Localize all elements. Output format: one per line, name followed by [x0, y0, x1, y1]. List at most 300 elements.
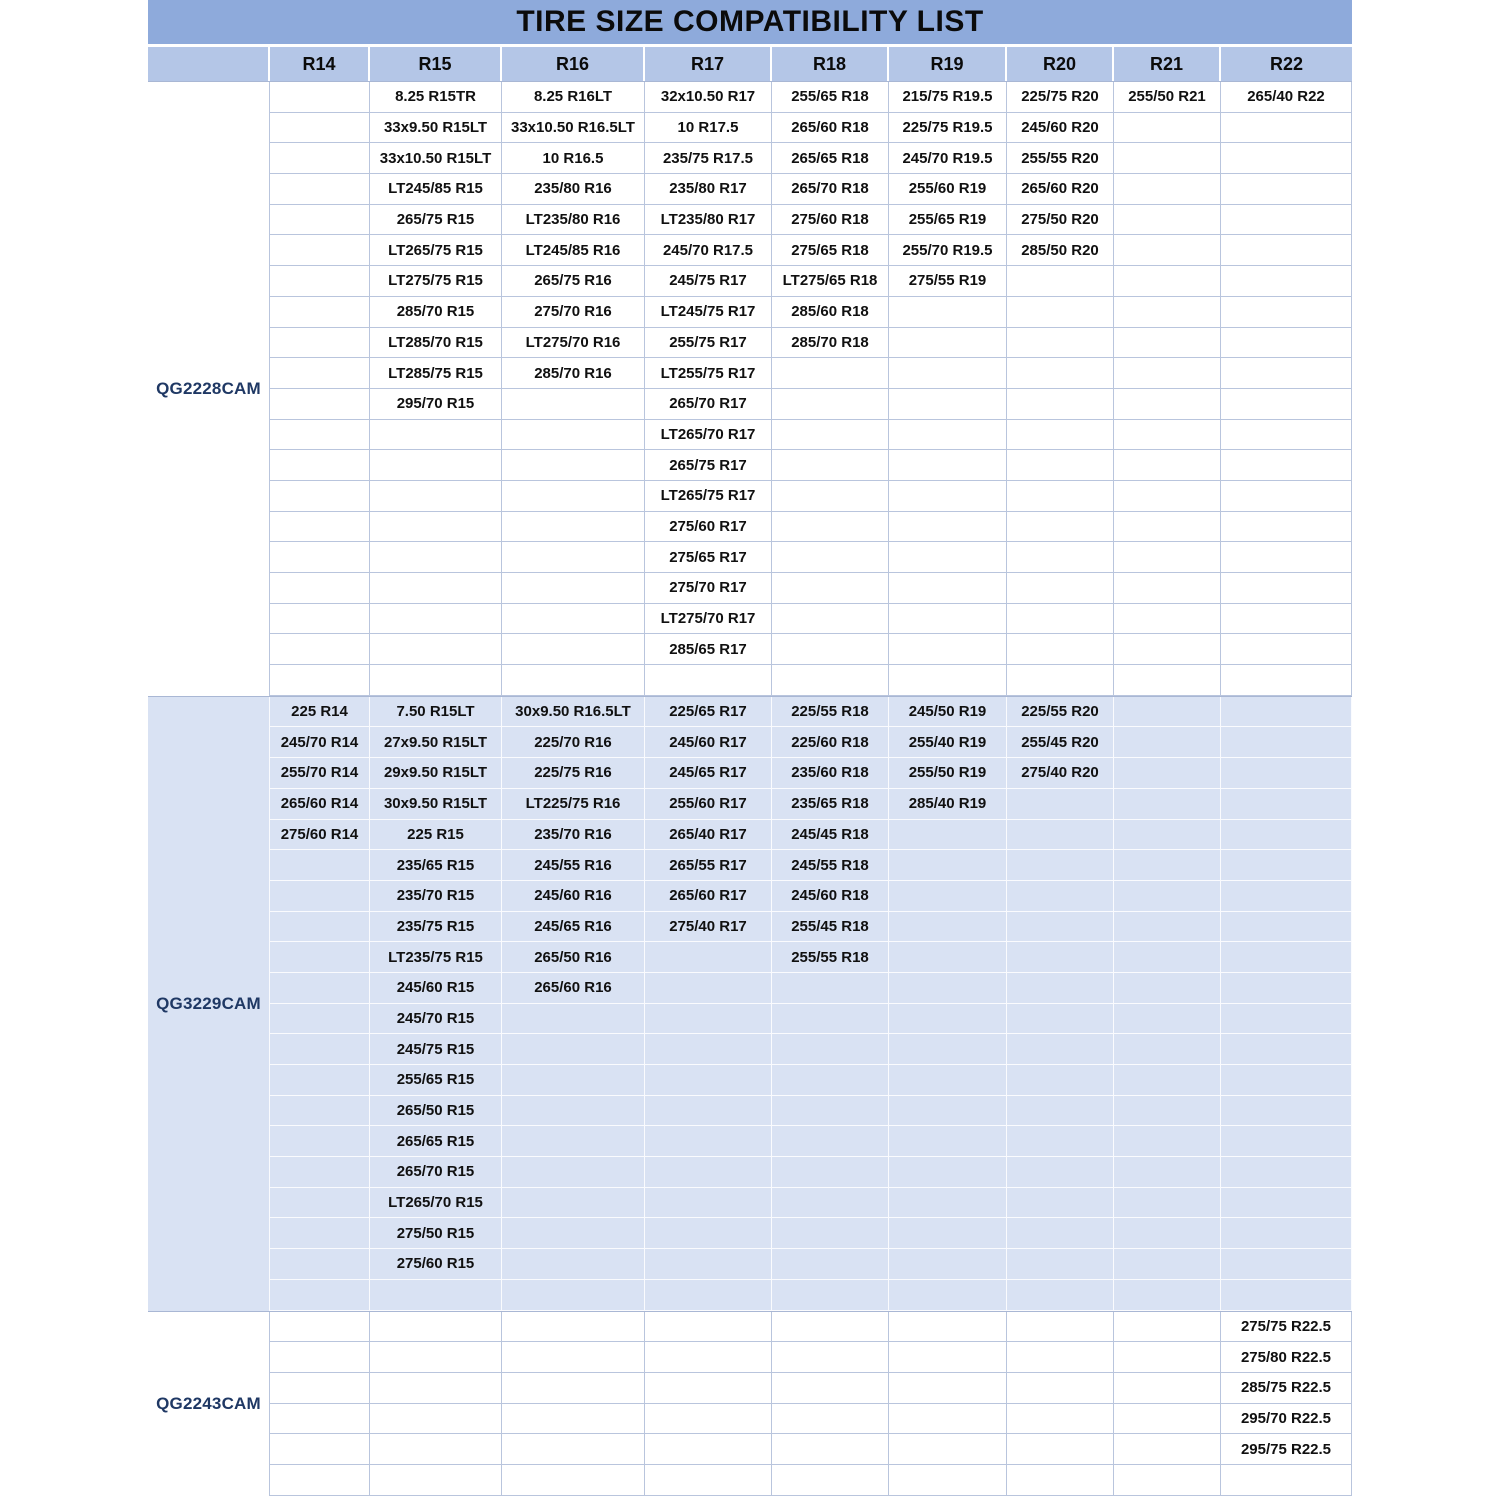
empty-cell: [645, 1157, 772, 1188]
table-body: [148, 81, 1352, 1496]
tire-size-cell-r16: 30x9.50 R16.5LT: [502, 697, 645, 728]
column-header-r17: R17: [645, 47, 772, 81]
empty-cell: [1007, 1280, 1114, 1311]
empty-cell: [1221, 512, 1352, 543]
empty-cell: [1221, 113, 1352, 144]
empty-cell: [1114, 205, 1221, 236]
empty-cell: [270, 358, 370, 389]
tire-size-cell-r20: 225/75 R20: [1007, 82, 1114, 113]
tire-size-cell-r18: 255/45 R18: [772, 912, 889, 943]
section-qg2228cam: [148, 81, 1352, 696]
empty-cell: [1221, 328, 1352, 359]
empty-cell: [1114, 1465, 1221, 1496]
empty-cell: [270, 389, 370, 420]
empty-cell: [502, 1218, 645, 1249]
tire-size-cell-r20: 285/50 R20: [1007, 235, 1114, 266]
tire-size-cell-r20: 275/50 R20: [1007, 205, 1114, 236]
empty-cell: [889, 604, 1007, 635]
empty-cell: [1221, 973, 1352, 1004]
tire-size-cell-r15: 235/70 R15: [370, 881, 502, 912]
empty-cell: [502, 450, 645, 481]
tire-size-cell-r17: 285/65 R17: [645, 634, 772, 665]
tire-size-cell-r16: 285/70 R16: [502, 358, 645, 389]
column-header-r19: R19: [889, 47, 1007, 81]
empty-cell: [1114, 912, 1221, 943]
tire-size-cell-r17: 265/40 R17: [645, 820, 772, 851]
tire-size-cell-r15: 245/70 R15: [370, 1004, 502, 1035]
empty-cell: [1114, 1004, 1221, 1035]
empty-cell: [889, 1065, 1007, 1096]
empty-cell: [889, 1004, 1007, 1035]
empty-cell: [1114, 1280, 1221, 1311]
empty-cell: [889, 328, 1007, 359]
empty-cell: [889, 542, 1007, 573]
empty-cell: [1114, 1249, 1221, 1280]
empty-cell: [270, 143, 370, 174]
empty-cell: [889, 1373, 1007, 1404]
tire-size-cell-r16: LT225/75 R16: [502, 789, 645, 820]
empty-cell: [1221, 634, 1352, 665]
empty-cell: [1007, 1096, 1114, 1127]
tire-size-cell-r14: 255/70 R14: [270, 758, 370, 789]
empty-cell: [1114, 820, 1221, 851]
tire-size-cell-r16: 265/60 R16: [502, 973, 645, 1004]
empty-cell: [370, 420, 502, 451]
tire-size-cell-r22: 265/40 R22: [1221, 82, 1352, 113]
empty-cell: [1221, 297, 1352, 328]
tire-size-cell-r16: 265/50 R16: [502, 942, 645, 973]
tire-size-cell-r17: LT235/80 R17: [645, 205, 772, 236]
empty-cell: [1114, 1126, 1221, 1157]
empty-cell: [1114, 450, 1221, 481]
empty-cell: [502, 1404, 645, 1435]
section-qg2243cam: [148, 1311, 1352, 1496]
empty-cell: [370, 1404, 502, 1435]
empty-cell: [270, 1312, 370, 1343]
empty-cell: [270, 1004, 370, 1035]
empty-cell: [270, 450, 370, 481]
empty-cell: [1221, 143, 1352, 174]
empty-cell: [370, 542, 502, 573]
tire-size-cell-r17: 235/80 R17: [645, 174, 772, 205]
empty-cell: [889, 512, 1007, 543]
empty-cell: [502, 1434, 645, 1465]
tire-size-cell-r17: 245/65 R17: [645, 758, 772, 789]
tire-size-cell-r19: 225/75 R19.5: [889, 113, 1007, 144]
tire-size-cell-r18: LT275/65 R18: [772, 266, 889, 297]
tire-size-cell-r15: 285/70 R15: [370, 297, 502, 328]
tire-size-cell-r20: 255/45 R20: [1007, 727, 1114, 758]
tire-size-cell-r18: 255/55 R18: [772, 942, 889, 973]
empty-cell: [502, 512, 645, 543]
empty-cell: [270, 634, 370, 665]
empty-cell: [502, 542, 645, 573]
tire-size-cell-r22: 275/75 R22.5: [1221, 1312, 1352, 1343]
empty-cell: [889, 820, 1007, 851]
empty-cell: [645, 665, 772, 696]
empty-cell: [1114, 1342, 1221, 1373]
empty-cell: [1007, 1434, 1114, 1465]
empty-cell: [1221, 850, 1352, 881]
empty-cell: [1221, 1034, 1352, 1065]
empty-cell: [370, 1373, 502, 1404]
tire-size-cell-r18: 265/65 R18: [772, 143, 889, 174]
empty-cell: [270, 174, 370, 205]
empty-cell: [1007, 450, 1114, 481]
tire-size-cell-r17: 275/70 R17: [645, 573, 772, 604]
empty-cell: [1114, 420, 1221, 451]
empty-cell: [889, 450, 1007, 481]
empty-cell: [772, 1249, 889, 1280]
tire-size-cell-r16: 10 R16.5: [502, 143, 645, 174]
product-code-label-qg3229cam: QG3229CAM: [148, 697, 270, 1311]
empty-cell: [270, 1126, 370, 1157]
empty-cell: [772, 1188, 889, 1219]
tire-size-cell-r17: LT245/75 R17: [645, 297, 772, 328]
empty-cell: [270, 235, 370, 266]
empty-cell: [772, 1126, 889, 1157]
empty-cell: [1221, 789, 1352, 820]
empty-cell: [270, 542, 370, 573]
empty-cell: [772, 1004, 889, 1035]
empty-cell: [502, 634, 645, 665]
empty-cell: [645, 1218, 772, 1249]
empty-cell: [270, 420, 370, 451]
tire-size-cell-r17: 265/70 R17: [645, 389, 772, 420]
tire-size-cell-r15: 265/70 R15: [370, 1157, 502, 1188]
empty-cell: [889, 912, 1007, 943]
empty-cell: [370, 450, 502, 481]
empty-cell: [1221, 542, 1352, 573]
empty-cell: [772, 542, 889, 573]
tire-compatibility-table: [148, 0, 1352, 1496]
column-header-r18: R18: [772, 47, 889, 81]
empty-cell: [772, 1373, 889, 1404]
empty-cell: [270, 297, 370, 328]
tire-size-cell-r15: 255/65 R15: [370, 1065, 502, 1096]
empty-cell: [1007, 420, 1114, 451]
tire-size-cell-r15: 33x9.50 R15LT: [370, 113, 502, 144]
empty-cell: [1114, 697, 1221, 728]
tire-size-cell-r15: 29x9.50 R15LT: [370, 758, 502, 789]
empty-cell: [889, 1218, 1007, 1249]
empty-cell: [270, 1280, 370, 1311]
empty-cell: [502, 1312, 645, 1343]
empty-cell: [270, 665, 370, 696]
empty-cell: [270, 1218, 370, 1249]
empty-cell: [1114, 1034, 1221, 1065]
empty-cell: [645, 1126, 772, 1157]
empty-cell: [502, 1034, 645, 1065]
empty-cell: [1221, 1096, 1352, 1127]
empty-cell: [1114, 1404, 1221, 1435]
empty-cell: [370, 604, 502, 635]
tire-size-cell-r17: 275/60 R17: [645, 512, 772, 543]
empty-cell: [270, 1465, 370, 1496]
tire-size-cell-r17: 245/70 R17.5: [645, 235, 772, 266]
empty-cell: [1114, 789, 1221, 820]
empty-cell: [270, 1373, 370, 1404]
empty-cell: [502, 1465, 645, 1496]
column-header-r15: R15: [370, 47, 502, 81]
empty-cell: [1007, 665, 1114, 696]
tire-size-cell-r15: LT285/70 R15: [370, 328, 502, 359]
tire-size-cell-r15: LT285/75 R15: [370, 358, 502, 389]
tire-size-cell-r15: 295/70 R15: [370, 389, 502, 420]
empty-cell: [1221, 1465, 1352, 1496]
tire-size-cell-r18: 285/60 R18: [772, 297, 889, 328]
empty-cell: [1007, 1465, 1114, 1496]
empty-cell: [270, 1065, 370, 1096]
tire-size-cell-r15: 235/75 R15: [370, 912, 502, 943]
empty-cell: [772, 634, 889, 665]
empty-cell: [1114, 1188, 1221, 1219]
tire-size-cell-r17: 255/60 R17: [645, 789, 772, 820]
empty-cell: [889, 881, 1007, 912]
tire-size-cell-r15: LT265/70 R15: [370, 1188, 502, 1219]
empty-cell: [772, 1096, 889, 1127]
empty-cell: [1221, 174, 1352, 205]
empty-cell: [1007, 912, 1114, 943]
tire-size-cell-r18: 275/65 R18: [772, 235, 889, 266]
empty-cell: [1221, 573, 1352, 604]
tire-size-cell-r15: 245/75 R15: [370, 1034, 502, 1065]
tire-size-cell-r16: 245/65 R16: [502, 912, 645, 943]
empty-cell: [772, 358, 889, 389]
tire-size-cell-r15: 275/50 R15: [370, 1218, 502, 1249]
empty-cell: [1221, 1004, 1352, 1035]
empty-cell: [1221, 205, 1352, 236]
tire-size-cell-r19: 255/40 R19: [889, 727, 1007, 758]
tire-size-cell-r19: 215/75 R19.5: [889, 82, 1007, 113]
empty-cell: [270, 1434, 370, 1465]
empty-cell: [1007, 1157, 1114, 1188]
tire-size-cell-r16: 235/70 R16: [502, 820, 645, 851]
tire-size-cell-r19: 255/50 R19: [889, 758, 1007, 789]
empty-cell: [502, 420, 645, 451]
empty-cell: [502, 389, 645, 420]
empty-cell: [502, 1373, 645, 1404]
empty-cell: [645, 1434, 772, 1465]
empty-cell: [889, 358, 1007, 389]
tire-size-cell-r19: 245/50 R19: [889, 697, 1007, 728]
empty-cell: [645, 1096, 772, 1127]
empty-cell: [1007, 1373, 1114, 1404]
tire-size-cell-r16: 225/75 R16: [502, 758, 645, 789]
empty-cell: [772, 1065, 889, 1096]
empty-cell: [502, 1126, 645, 1157]
empty-cell: [1114, 266, 1221, 297]
tire-size-cell-r14: 265/60 R14: [270, 789, 370, 820]
tire-size-cell-r17: LT265/70 R17: [645, 420, 772, 451]
tire-size-cell-r18: 225/55 R18: [772, 697, 889, 728]
empty-cell: [1114, 573, 1221, 604]
empty-cell: [889, 1188, 1007, 1219]
empty-cell: [270, 1249, 370, 1280]
empty-cell: [772, 1034, 889, 1065]
tire-size-cell-r19: 255/70 R19.5: [889, 235, 1007, 266]
empty-cell: [270, 973, 370, 1004]
empty-cell: [1007, 573, 1114, 604]
tire-size-cell-r15: 265/65 R15: [370, 1126, 502, 1157]
tire-size-cell-r15: 30x9.50 R15LT: [370, 789, 502, 820]
tire-size-cell-r17: LT255/75 R17: [645, 358, 772, 389]
tire-size-cell-r20: 255/55 R20: [1007, 143, 1114, 174]
empty-cell: [772, 665, 889, 696]
empty-cell: [772, 389, 889, 420]
tire-size-cell-r20: 265/60 R20: [1007, 174, 1114, 205]
empty-cell: [270, 942, 370, 973]
tire-size-cell-r16: LT245/85 R16: [502, 235, 645, 266]
empty-cell: [1114, 1373, 1221, 1404]
empty-cell: [502, 1280, 645, 1311]
empty-cell: [1007, 789, 1114, 820]
tire-size-cell-r19: 275/55 R19: [889, 266, 1007, 297]
empty-cell: [1007, 850, 1114, 881]
empty-cell: [1114, 1312, 1221, 1343]
empty-cell: [772, 481, 889, 512]
empty-cell: [1007, 542, 1114, 573]
empty-cell: [1221, 266, 1352, 297]
empty-cell: [772, 1404, 889, 1435]
tire-size-cell-r17: 245/75 R17: [645, 266, 772, 297]
empty-cell: [370, 1280, 502, 1311]
tire-size-cell-r16: 225/70 R16: [502, 727, 645, 758]
empty-cell: [889, 1280, 1007, 1311]
tire-size-cell-r15: 245/60 R15: [370, 973, 502, 1004]
empty-cell: [502, 481, 645, 512]
empty-cell: [502, 1249, 645, 1280]
empty-cell: [1221, 358, 1352, 389]
empty-cell: [1221, 912, 1352, 943]
empty-cell: [270, 113, 370, 144]
tire-size-cell-r19: 255/60 R19: [889, 174, 1007, 205]
empty-cell: [889, 389, 1007, 420]
empty-cell: [502, 1157, 645, 1188]
tire-size-cell-r19: 285/40 R19: [889, 789, 1007, 820]
empty-cell: [889, 1404, 1007, 1435]
empty-cell: [772, 420, 889, 451]
empty-cell: [889, 481, 1007, 512]
empty-cell: [889, 973, 1007, 1004]
empty-cell: [1114, 758, 1221, 789]
empty-cell: [645, 973, 772, 1004]
empty-cell: [1007, 1126, 1114, 1157]
empty-cell: [1007, 942, 1114, 973]
empty-cell: [1221, 389, 1352, 420]
empty-cell: [370, 512, 502, 543]
empty-cell: [370, 665, 502, 696]
tire-size-cell-r18: 245/60 R18: [772, 881, 889, 912]
empty-cell: [1114, 297, 1221, 328]
empty-cell: [1114, 389, 1221, 420]
column-header-r16: R16: [502, 47, 645, 81]
empty-cell: [270, 912, 370, 943]
tire-size-cell-r15: LT275/75 R15: [370, 266, 502, 297]
empty-cell: [1114, 1218, 1221, 1249]
empty-cell: [1221, 1188, 1352, 1219]
empty-cell: [1221, 1280, 1352, 1311]
empty-cell: [1114, 634, 1221, 665]
empty-cell: [370, 573, 502, 604]
empty-cell: [1221, 1157, 1352, 1188]
empty-cell: [1007, 881, 1114, 912]
empty-cell: [772, 1434, 889, 1465]
tire-size-cell-r14: 275/60 R14: [270, 820, 370, 851]
empty-cell: [889, 420, 1007, 451]
tire-size-cell-r16: 275/70 R16: [502, 297, 645, 328]
empty-cell: [1007, 634, 1114, 665]
section-qg3229cam: [148, 696, 1352, 1311]
empty-cell: [1221, 942, 1352, 973]
tire-size-cell-r18: 235/60 R18: [772, 758, 889, 789]
empty-cell: [1114, 1096, 1221, 1127]
empty-cell: [889, 1034, 1007, 1065]
empty-cell: [1007, 328, 1114, 359]
tire-size-cell-r18: 275/60 R18: [772, 205, 889, 236]
empty-cell: [1114, 235, 1221, 266]
empty-cell: [1114, 542, 1221, 573]
empty-cell: [645, 1280, 772, 1311]
tire-size-cell-r17: 265/60 R17: [645, 881, 772, 912]
tire-size-cell-r16: 235/80 R16: [502, 174, 645, 205]
product-code-label-qg2228cam: QG2228CAM: [148, 82, 270, 696]
tire-size-cell-r18: 255/65 R18: [772, 82, 889, 113]
tire-size-cell-r15: LT235/75 R15: [370, 942, 502, 973]
empty-cell: [370, 1342, 502, 1373]
empty-cell: [1114, 665, 1221, 696]
empty-cell: [270, 1096, 370, 1127]
header-corner-cell: [148, 47, 270, 81]
empty-cell: [1221, 420, 1352, 451]
tire-size-cell-r22: 295/70 R22.5: [1221, 1404, 1352, 1435]
empty-cell: [889, 1157, 1007, 1188]
empty-cell: [772, 604, 889, 635]
empty-cell: [1007, 1404, 1114, 1435]
tire-size-cell-r15: 265/75 R15: [370, 205, 502, 236]
product-code-label-qg2243cam: QG2243CAM: [148, 1312, 270, 1496]
tire-size-cell-r18: 225/60 R18: [772, 727, 889, 758]
tire-size-cell-r17: LT265/75 R17: [645, 481, 772, 512]
empty-cell: [772, 450, 889, 481]
empty-cell: [645, 1249, 772, 1280]
empty-cell: [1114, 1157, 1221, 1188]
empty-cell: [889, 297, 1007, 328]
empty-cell: [1007, 820, 1114, 851]
tire-size-cell-r15: 8.25 R15TR: [370, 82, 502, 113]
tire-size-cell-r17: 32x10.50 R17: [645, 82, 772, 113]
empty-cell: [270, 1404, 370, 1435]
tire-size-cell-r17: 245/60 R17: [645, 727, 772, 758]
empty-cell: [370, 1434, 502, 1465]
empty-cell: [1114, 143, 1221, 174]
empty-cell: [1221, 881, 1352, 912]
tire-size-cell-r15: 275/60 R15: [370, 1249, 502, 1280]
empty-cell: [1007, 604, 1114, 635]
empty-cell: [370, 481, 502, 512]
empty-cell: [1221, 665, 1352, 696]
empty-cell: [772, 1157, 889, 1188]
empty-cell: [889, 573, 1007, 604]
empty-cell: [502, 573, 645, 604]
tire-size-cell-r16: 245/55 R16: [502, 850, 645, 881]
empty-cell: [270, 82, 370, 113]
empty-cell: [270, 205, 370, 236]
empty-cell: [270, 1157, 370, 1188]
empty-cell: [1114, 604, 1221, 635]
empty-cell: [772, 1218, 889, 1249]
empty-cell: [889, 1465, 1007, 1496]
